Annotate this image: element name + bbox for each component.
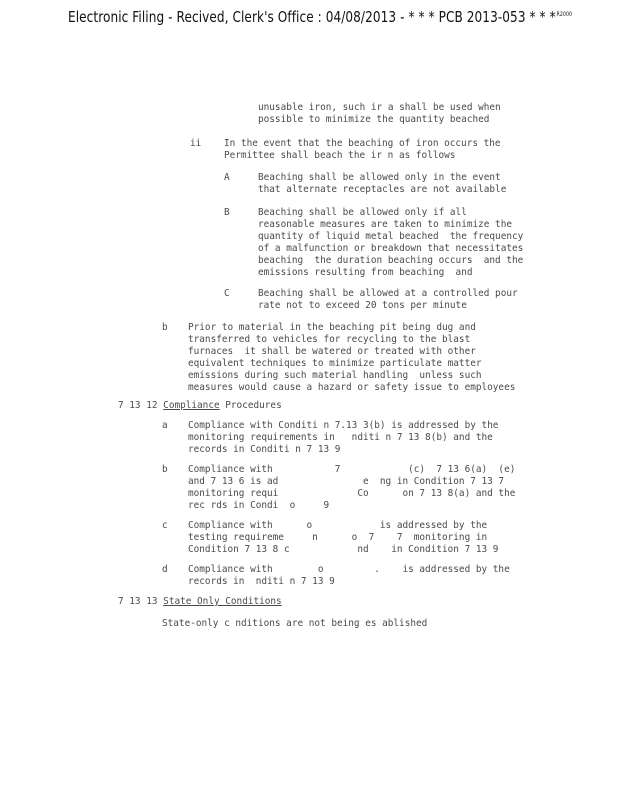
- body-line: Compliance with Conditi n 7.13 3(b) is addressed by the: [188, 420, 499, 431]
- item-number-ii: ii: [190, 138, 202, 149]
- body-line: In the event that the beaching of iron occurs the: [224, 138, 501, 149]
- body-line: records in Conditi n 7 13 9: [188, 444, 341, 455]
- filing-stamp-text: Electronic Filing - Recived, Clerk's Office : 04/08/2013 - * * * PCB 2013-053 * * *: [67, 8, 556, 26]
- body-line: monitoring requirements in nditi n 7 13 8(b) and the: [188, 432, 493, 443]
- body-line: Compliance with o is addressed by the: [188, 520, 488, 531]
- body-line: that alternate receptacles are not available: [258, 184, 507, 195]
- body-line: transferred to vehicles for recycling to the blast: [188, 334, 471, 345]
- filing-stamp-small: R2000: [556, 10, 573, 18]
- body-line: reasonable measures are taken to minimize the: [258, 219, 512, 230]
- body-line: beaching the duration beaching occurs and the: [258, 255, 524, 266]
- body-line: State-only c nditions are not being es ablished: [162, 618, 428, 629]
- body-line: emissions during such material handling unless such: [188, 370, 482, 381]
- section-title-rest: Procedures: [219, 400, 282, 411]
- body-line: Prior to material in the beaching pit being dug and: [188, 322, 476, 333]
- item-letter-c: C: [224, 288, 230, 299]
- body-line: testing requireme n o 7 7 monitoring in: [188, 532, 488, 543]
- body-line: records in nditi n 7 13 9: [188, 576, 335, 587]
- body-line: furnaces it shall be watered or treated with other: [188, 346, 476, 357]
- body-line: and 7 13 6 is ad e ng in Condition 7 13 7: [188, 476, 505, 487]
- item-letter-b: B: [224, 207, 230, 218]
- body-line: Beaching shall be allowed at a controlled pour: [258, 288, 518, 299]
- section-title-underlined: Compliance: [163, 400, 220, 411]
- body-line: unusable iron, such ir a shall be used when: [258, 102, 501, 113]
- body-line: quantity of liquid metal beached the frequency: [258, 231, 524, 242]
- section-title-underlined: State Only Conditions: [163, 596, 282, 607]
- item-letter-b-lower: b: [162, 322, 168, 333]
- item-letter-d-lower: d: [162, 564, 168, 575]
- item-letter-c-lower: c: [162, 520, 168, 531]
- body-line: possible to minimize the quantity beached: [258, 114, 490, 125]
- body-line: Beaching shall be allowed only in the event: [258, 172, 501, 183]
- section-number: 7 13 12: [118, 400, 158, 411]
- item-letter-b-lower: b: [162, 464, 168, 475]
- item-letter-a-lower: a: [162, 420, 168, 431]
- section-number: 7 13 13: [118, 596, 158, 607]
- body-line: Condition 7 13 8 c nd in Condition 7 13 9: [188, 544, 499, 555]
- body-line: equivalent techniques to minimize particulate matter: [188, 358, 482, 369]
- body-line: Permittee shall beach the ir n as follows: [224, 150, 456, 161]
- body-line: Compliance with 7 (c) 7 13 6(a) (e): [188, 464, 516, 475]
- item-letter-a: A: [224, 172, 230, 183]
- filing-stamp: [67, 8, 573, 26]
- body-line: monitoring requi Co on 7 13 8(a) and the: [188, 488, 516, 499]
- body-line: of a malfunction or breakdown that necessitates: [258, 243, 524, 254]
- body-line: Compliance with o . is addressed by the: [188, 564, 510, 575]
- section-heading-7-13-12: [118, 400, 282, 412]
- body-line: emissions resulting from beaching and: [258, 267, 473, 278]
- body-line: Beaching shall be allowed only if all: [258, 207, 467, 218]
- body-line: rate not to exceed 20 tons per minute: [258, 300, 467, 311]
- body-line: rec rds in Condi o 9: [188, 500, 330, 511]
- section-heading-7-13-13: [118, 596, 282, 608]
- body-line: measures would cause a hazard or safety issue to employees: [188, 382, 516, 393]
